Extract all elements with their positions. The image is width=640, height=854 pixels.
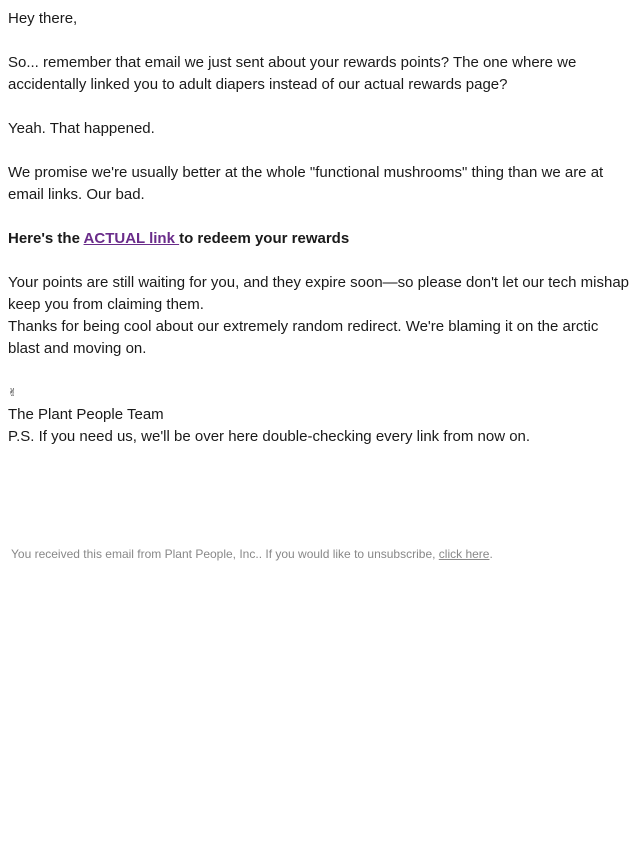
paragraph-that-happened: Yeah. That happened. [8, 120, 155, 137]
paragraph-thanks: Thanks for being cool about our extremely random redirect. We're blaming it on the arctic blast and moving on. [8, 318, 599, 357]
paragraph-our-bad: We promise we're usually better at the whole "functional mushrooms" thing than we are at email links. Our bad. [8, 164, 604, 203]
greeting: Hey there, [8, 10, 78, 27]
actual-link[interactable]: ACTUAL link [83, 230, 180, 247]
footer-text: You received this email from Plant People, Inc.. If you would like to unsubscribe, [11, 547, 439, 561]
footer-end: . [489, 547, 493, 561]
redeem-suffix: to redeem your rewards [179, 230, 350, 247]
peace-sign-icon: ✌ [8, 387, 18, 399]
unsubscribe-link[interactable]: click here [438, 547, 490, 561]
paragraph-apology: So... remember that email we just sent about your rewards points? The one where we accidentally linked you to adult diapers instead of our actual rewards page? [8, 54, 577, 93]
postscript: P.S. If you need us, we'll be over here double-checking every link from now on. [8, 428, 531, 445]
redeem-prefix: Here's the [8, 230, 84, 247]
email-body [8, 8, 632, 448]
signoff: The Plant People Team [8, 406, 164, 423]
paragraph-points-waiting: Your points are still waiting for you, and they expire soon—so please don't let our tech mishap keep you from claiming them. [8, 274, 629, 313]
redeem-line [8, 228, 632, 250]
unsubscribe-footer [11, 545, 493, 563]
